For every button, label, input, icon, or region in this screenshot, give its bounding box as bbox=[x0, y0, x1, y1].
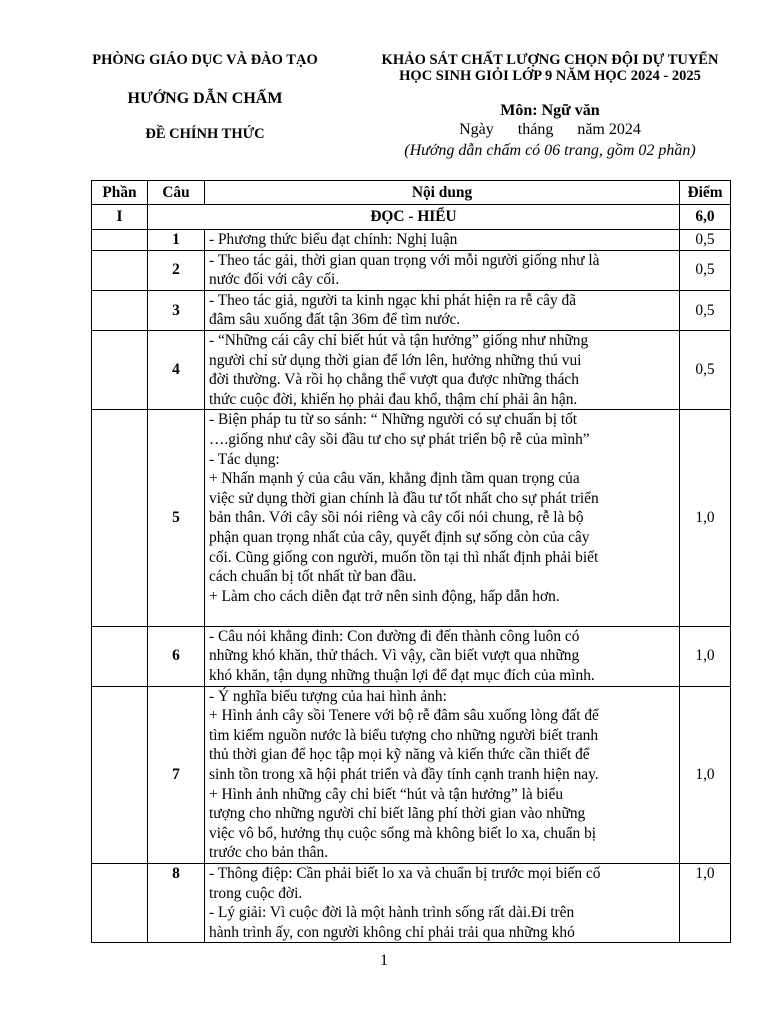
diem-cell: 0,5 bbox=[680, 250, 731, 290]
content-line: - Theo tác giả, người ta kinh ngạc khi phát hiện ra rễ cây đã bbox=[209, 291, 577, 309]
department-name: PHÒNG GIÁO DỤC VÀ ĐÀO TẠO bbox=[92, 52, 318, 68]
grading-table bbox=[91, 180, 731, 943]
content-line: người chỉ sử dụng thời gian để lớn lên, hưởng những thú vui bbox=[209, 351, 582, 369]
content-line: - Theo tác gải, thời gian quan trọng với mỗi người giống như là bbox=[209, 251, 600, 269]
cau-cell: 4 bbox=[148, 330, 205, 409]
content-line: ….giống như cây sồi đầu tư cho sự phát triển bộ rễ của mình” bbox=[209, 430, 590, 448]
phan-cell bbox=[92, 410, 148, 627]
exam-title-line1: KHẢO SÁT CHẤT LƯỢNG CHỌN ĐỘI DỰ TUYỂN bbox=[381, 52, 719, 68]
noi-dung-cell bbox=[205, 864, 680, 943]
col-header-phan: Phần bbox=[92, 181, 148, 205]
content-line: thủ thời gian để học tập mọi kỹ năng và kiến thức cần thiết để bbox=[209, 746, 590, 764]
section-title: ĐỌC - HIỂU bbox=[148, 205, 680, 230]
phan-cell bbox=[92, 686, 148, 863]
official-exam-label: ĐỀ CHÍNH THỨC bbox=[145, 126, 265, 142]
content-line: + Hình ảnh cây sồi Tenere với bộ rễ đâm sâu xuống lòng đất để bbox=[209, 707, 599, 725]
content-line: trước cho bản thân. bbox=[209, 844, 329, 862]
content-line: việc sử dụng thời gian chính là đầu tư tốt nhất cho sự phát triển bbox=[209, 489, 599, 507]
exam-title-line2: HỌC SINH GIỎI LỚP 9 NĂM HỌC 2024 - 2025 bbox=[399, 68, 701, 84]
content-line: - Phương thức biểu đạt chính: Nghị luận bbox=[209, 231, 458, 248]
content-line: phận quan trọng nhất của cây, quyết định sự sống còn của cây bbox=[209, 528, 590, 546]
col-header-diem: Điểm bbox=[680, 181, 731, 205]
table-row bbox=[92, 864, 731, 943]
content-line: - “Những cái cây chỉ biết hút và tận hưởng” giống như những bbox=[209, 331, 589, 349]
cau-cell: 1 bbox=[148, 230, 205, 251]
section-phan: I bbox=[92, 205, 148, 230]
table-row bbox=[92, 330, 731, 409]
table-row bbox=[92, 410, 731, 627]
content-line: đời thường. Và rồi họ chẳng thể vượt qua được những thách bbox=[209, 371, 579, 389]
content-line: tượng cho những người chỉ biết lãng phí thời gian vào những bbox=[209, 805, 586, 823]
content-line: bản thân. Với cây sồi nói riêng và cây cối nói chung, rễ là bộ bbox=[209, 509, 584, 527]
page-number: 1 bbox=[380, 952, 388, 969]
content-line: đâm sâu xuống đất tận 36m để tìm nước. bbox=[209, 311, 461, 329]
content-line: - Thông điệp: Cần phải biết lo xa và chuẩn bị trước mọi biến cố bbox=[209, 865, 601, 882]
content-line: cối. Cũng giống con người, muốn tồn tại thì nhất định phải biết bbox=[209, 548, 599, 566]
noi-dung-cell bbox=[205, 230, 680, 251]
phan-cell bbox=[92, 864, 148, 943]
col-header-noi-dung: Nội dung bbox=[205, 181, 680, 205]
exam-date: Ngày tháng năm 2024 bbox=[459, 121, 641, 138]
diem-cell: 0,5 bbox=[680, 230, 731, 251]
content-line: + Nhấn mạnh ý của câu văn, khẳng định tầm quan trọng của bbox=[209, 470, 580, 488]
table-row bbox=[92, 290, 731, 330]
table-row bbox=[92, 686, 731, 863]
content-line: hành trình ấy, con người không chỉ phải trải qua những khó bbox=[209, 923, 575, 941]
cau-cell: 2 bbox=[148, 250, 205, 290]
noi-dung-cell bbox=[205, 290, 680, 330]
cau-cell: 5 bbox=[148, 410, 205, 627]
content-line: sinh tồn trong xã hội phát triển và đầy tính cạnh tranh hiện nay. bbox=[209, 766, 599, 784]
phan-cell bbox=[92, 250, 148, 290]
diem-cell: 1,0 bbox=[680, 864, 731, 943]
content-line: những khó khăn, thử thách. Vì vậy, cần biết vượt qua những bbox=[209, 647, 580, 665]
noi-dung-cell bbox=[205, 330, 680, 409]
content-line: tìm kiếm nguồn nước là biểu tượng cho những người biết tranh bbox=[209, 726, 599, 744]
diem-cell: 1,0 bbox=[680, 626, 731, 686]
col-header-cau: Câu bbox=[148, 181, 205, 205]
phan-cell bbox=[92, 230, 148, 251]
content-line: - Biện pháp tu từ so sánh: “ Những người có sự chuẩn bị tốt bbox=[209, 411, 578, 429]
content-line: - Tác dụng: bbox=[209, 450, 280, 468]
content-line: - Ý nghĩa biểu tượng của hai hình ảnh: bbox=[209, 687, 447, 705]
content-line bbox=[209, 606, 675, 626]
content-line: cách chuẩn bị tốt nhất từ ban đầu. bbox=[209, 568, 417, 586]
phan-cell bbox=[92, 290, 148, 330]
cau-cell: 3 bbox=[148, 290, 205, 330]
cau-cell: 6 bbox=[148, 626, 205, 686]
table-row bbox=[92, 230, 731, 251]
noi-dung-cell bbox=[205, 410, 680, 627]
phan-cell bbox=[92, 330, 148, 409]
subject: Môn: Ngữ văn bbox=[500, 102, 600, 119]
cau-cell: 7 bbox=[148, 686, 205, 863]
diem-cell: 1,0 bbox=[680, 686, 731, 863]
content-line: + Hình ảnh những cây chỉ biết “hút và tận hưởng” là biểu bbox=[209, 785, 564, 803]
diem-cell: 0,5 bbox=[680, 330, 731, 409]
noi-dung-cell bbox=[205, 686, 680, 863]
table-row bbox=[92, 250, 731, 290]
content-line: nước đối với cây cối. bbox=[209, 271, 340, 289]
table-header-row bbox=[92, 181, 731, 205]
noi-dung-cell bbox=[205, 250, 680, 290]
content-line: + Làm cho cách diễn đạt trở nên sinh động, hấp dẫn hơn. bbox=[209, 587, 560, 605]
cau-cell: 8 bbox=[148, 864, 205, 943]
diem-cell: 0,5 bbox=[680, 290, 731, 330]
section-row bbox=[92, 205, 731, 230]
content-line: khó khăn, tận dụng những thuận lợi để đạt mục đích của mình. bbox=[209, 667, 595, 685]
content-line: thức cuộc đời, khiến họ phải đau khổ, thậm chí phải ân hận. bbox=[209, 390, 578, 408]
noi-dung-cell bbox=[205, 626, 680, 686]
page-count-note: (Hướng dẫn chấm có 06 trang, gồm 02 phần) bbox=[404, 142, 696, 159]
section-diem: 6,0 bbox=[680, 205, 731, 230]
table-row bbox=[92, 626, 731, 686]
content-line: - Câu nói khẳng đinh: Con đường đi đến thành công luôn có bbox=[209, 627, 580, 645]
diem-cell: 1,0 bbox=[680, 410, 731, 627]
content-line: - Lý giải: Vì cuộc đời là một hành trình sống rất dài.Đi trên bbox=[209, 904, 575, 922]
grading-guide-title: HƯỚNG DẪN CHẤM bbox=[127, 90, 283, 107]
content-line: việc vô bổ, hưởng thụ cuộc sống mà không biết lo xa, chuẩn bị bbox=[209, 824, 597, 842]
content-line: trong cuộc đời. bbox=[209, 884, 303, 902]
phan-cell bbox=[92, 626, 148, 686]
